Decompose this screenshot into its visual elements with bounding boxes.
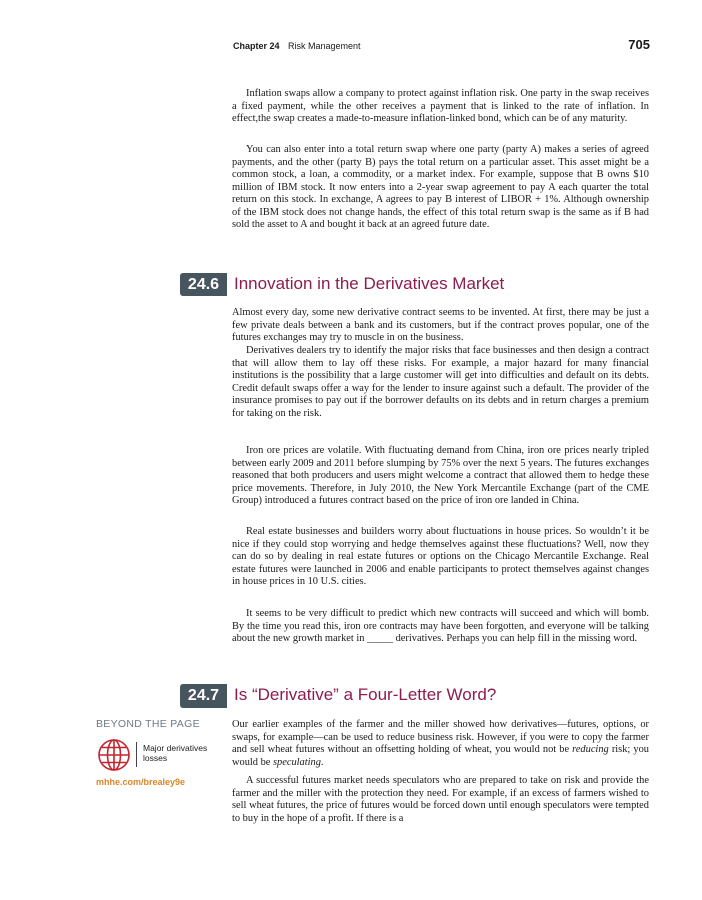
chapter-label: Chapter 24 [233,41,280,51]
companion-site-link[interactable]: mhhe.com/brealey9e [96,777,186,787]
section-title-24-7: Is “Derivative” a Four-Letter Word? [234,685,497,704]
paragraph-new-contracts: It seems to be very difficult to predict which new contracts will succeed and which will bomb. By the time you read this, iron ore contracts may have been forgotten, and everyone will be talking about the new growth market in _____ derivatives. Perhaps you can help fill in the missing word. [232,608,649,644]
section-number-badge: 24.6 [180,273,227,296]
globe-icon [97,738,131,772]
paragraph-speculators: A successful futures market needs speculators who are prepared to take on risk and provide the farmer and the miller with the protection they need. For example, if an excess of farmers wished to sell wheat futures, the price of futures would be forced down until enough speculators were tempted to buy in the hope of a profit. If there is a [232,775,649,824]
paragraph-real-estate: Real estate businesses and builders worry about fluctuations in house prices. So wouldn’t it be nice if they could stop worrying and hedge themselves against these fluctuations? Well, now they can do so by dealing in real estate futures or options on the Chicago Mercantile Exchange. Real estate futures were launched in 2006 and enable participants to protect themselves against changes in house prices in 10 U.S. cities. [232,526,649,587]
paragraph-inflation-swaps: Inflation swaps allow a company to protect against inflation risk. One party in the swap receives a fixed payment, while the other receives a payment that is linked to the rate of inflation. In effect,the swap creates a made-to-measure inflation-linked bond, which can be of any maturity. [232,88,649,124]
major-derivatives-losses-link[interactable]: Major derivatives losses [143,743,208,763]
page-number: 705 [628,37,650,52]
paragraph-derivative-invention: Almost every day, some new derivative contract seems to be invented. At first, there may be just a few private deals between a bank and its customers, but if the contract proves popular, one of the futures exchanges may try to muscle in on the business. [232,307,649,343]
sidebar-divider [136,742,137,767]
section-number-badge-24-7: 24.7 [180,684,227,708]
paragraph-farmer-miller: Our earlier examples of the farmer and the miller showed how derivatives—futures, options, or swaps, for example—can be used to reduce business risk. However, if you were to copy the farmer and sell wheat futures without an offsetting holding of wheat, you would not be reducing risk; you would be speculating. [232,719,649,768]
paragraph-iron-ore: Iron ore prices are volatile. With fluctuating demand from China, iron ore prices nearly tripled between early 2009 and 2011 before slumping by 75% over the next 5 years. The futures exchanges reasoned that both producers and users might welcome a contract that allowed them to hedge these price movements. Therefore, in July 2010, the New York Mercantile Exchange (part of the CME Group) introduced a futures contract based on the price of iron ore landed in China. [232,445,649,506]
paragraph-total-return-swap: You can also enter into a total return swap where one party (party A) makes a series of agreed payments, and the other (party B) pays the total return on a particular asset. This asset might be a common stock, a loan, a commodity, or a market index. For example, suppose that B owns $10 million of IBM stock. It now enters into a 2-year swap agreement to pay A each quarter the total return on this stock. In exchange, A agrees to pay B interest of LIBOR + 1%. Although ownership of the IBM stock does not change hands, the effect of this total return swap is the same as if B had sold the asset to A and bought it back at an agreed future date. [232,144,649,230]
beyond-the-page-heading: BEYOND THE PAGE [96,718,200,730]
paragraph-derivatives-dealers: Derivatives dealers try to identify the major risks that face businesses and then design a contract that will allow them to lay off these risks. For example, a major hazard for many financial institutions is the possibility that a large customer will get into difficulties and default on its debts. Credit default swaps offer a way for the lender to insure against such a default. The provider of the insurance promises to pay out if the borrower defaults on its debts and in return charges a premium for taking on the risk. [232,345,649,419]
running-header [233,37,650,53]
chapter-title: Risk Management [288,41,361,51]
section-title: Innovation in the Derivatives Market [234,274,505,293]
